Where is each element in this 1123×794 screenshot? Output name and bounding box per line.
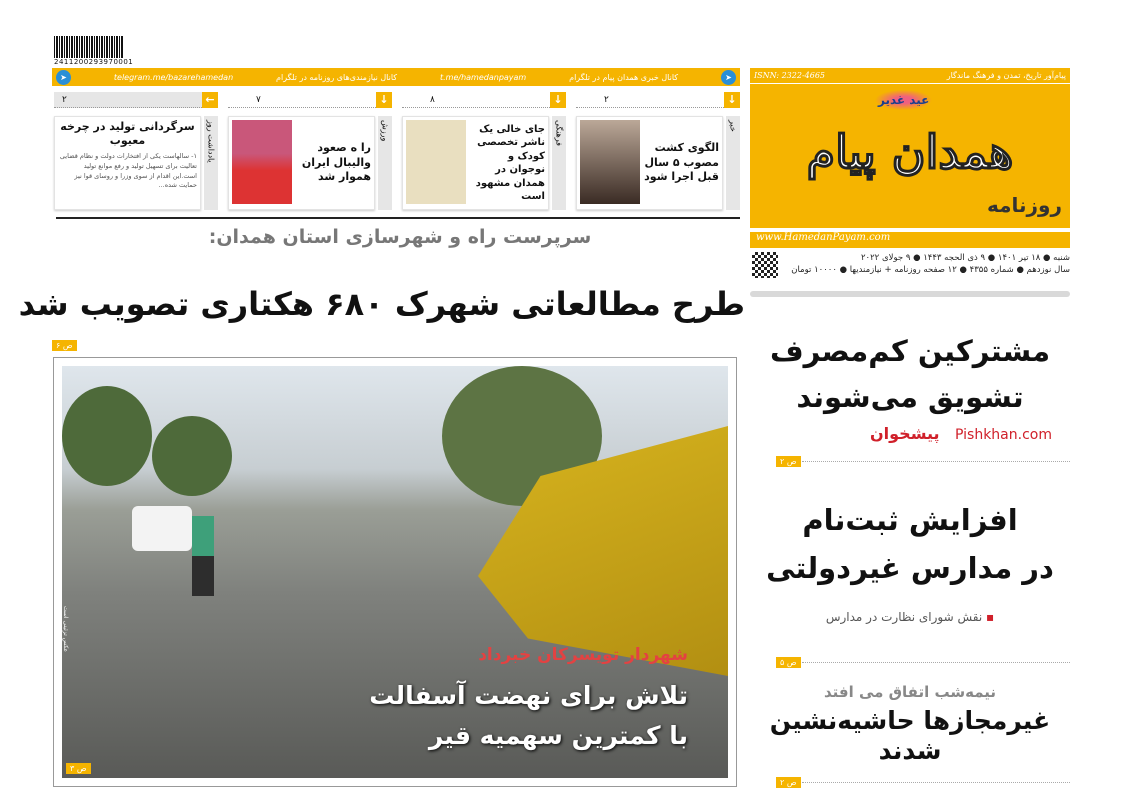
teaser-photo xyxy=(232,120,292,204)
barcode-number: 2411200293970001 xyxy=(54,58,134,66)
page-tag: ۲ ص xyxy=(776,456,801,467)
masthead xyxy=(750,68,1070,228)
car xyxy=(132,506,192,551)
story-lead-text: نقش شورای نظارت در مدارس xyxy=(825,610,983,624)
watermark-url: Pishkhan.com xyxy=(955,427,1052,443)
watermark-logo: پیشخوان xyxy=(870,424,940,443)
date-line: شنبه ● ۱۸ تیر ۱۴۰۱ ● ۹ ذی الحجه ۱۴۴۳ ● ۹ جولای ۲۰۲۲ xyxy=(860,253,1070,263)
teaser-culture[interactable] xyxy=(402,92,566,212)
teaser-editorial[interactable] xyxy=(54,92,218,212)
teaser-title: الگوی کشت مصوب ۵ سال قبل اجرا شود xyxy=(644,140,719,184)
main-photo xyxy=(62,366,728,778)
story-title: تشویق می‌شوند xyxy=(796,380,1024,414)
arrow-down-icon: ↓ xyxy=(376,92,392,108)
teaser-page: ۲ xyxy=(604,94,609,105)
teaser-illustration xyxy=(406,120,466,204)
telegram-icon: ➤ xyxy=(721,70,736,85)
headline[interactable]: طرح مطالعاتی شهرک ۶۸۰ هکتاری تصویب شد xyxy=(18,285,745,323)
photo-title-line: تلاش برای نهضت آسفالت xyxy=(369,681,688,710)
arrow-down-icon: ↓ xyxy=(724,92,740,108)
page-tag: ۳ ص xyxy=(66,763,91,774)
story-title: مشترکین کم‌مصرف xyxy=(769,334,1051,368)
telegram-left-label: کانال نیازمندی‌های روزنامه در تلگرام xyxy=(276,72,398,82)
subheadline: سرپرست راه و شهرسازی استان همدان: xyxy=(208,226,592,248)
section-label: خبر xyxy=(726,116,740,210)
person xyxy=(192,516,214,596)
photo-title[interactable] xyxy=(369,676,688,756)
photo-kicker: شهردار تویسرکان خبرداد xyxy=(478,645,688,665)
teaser-sport[interactable] xyxy=(228,92,392,212)
arrow-left-icon: ← xyxy=(202,92,218,108)
telegram-left-link[interactable]: telegram.me/bazarehamedan xyxy=(113,72,234,82)
teaser-page: ۷ xyxy=(256,94,261,105)
teaser-news[interactable] xyxy=(576,92,740,212)
teaser-page: ۸ xyxy=(430,94,435,105)
story-kicker: نیمه‌شب اتفاق می افتد xyxy=(823,683,997,701)
holiday-emblem: عید غدیر xyxy=(870,88,937,112)
section-label: فرهنگی xyxy=(552,116,566,210)
barcode xyxy=(54,36,124,58)
qr-code xyxy=(752,252,778,278)
telegram-bar xyxy=(52,68,740,86)
telegram-icon: ➤ xyxy=(56,70,71,85)
newspaper-prefix: روزنامه xyxy=(987,193,1062,217)
story-schools[interactable] xyxy=(750,496,1070,592)
story-title: افزایش ثبت‌نام xyxy=(802,503,1018,537)
page-tag: ۲ ص xyxy=(776,777,801,788)
issue-info xyxy=(782,252,1070,276)
story-subscribers[interactable] xyxy=(750,328,1070,420)
telegram-right-label: کانال خبری همدان پیام در تلگرام xyxy=(569,72,679,82)
story-title[interactable]: غیرمجازها حاشیه‌نشین شدند xyxy=(769,706,1051,765)
tagline: پیام‌آور تاریخ، تمدن و فرهنگ ماندگار xyxy=(946,71,1066,80)
issue-line: سال نوزدهم ● شماره ۴۳۵۵ ● ۱۲ صفحه روزنامه + نیازمندیها ● ۱۰۰۰۰ تومان xyxy=(791,265,1070,275)
section-label: ورزش xyxy=(378,116,392,210)
page-tag: ۵ ص xyxy=(776,657,801,668)
section-label: یادداشت روز xyxy=(204,116,218,210)
teaser-title: را ه صعود والیبال ایران هموار شد xyxy=(301,140,371,184)
divider xyxy=(750,291,1070,297)
divider xyxy=(802,662,1070,663)
divider xyxy=(802,782,1070,783)
photo-credit: عکس تزئینی است xyxy=(62,606,69,653)
arrow-down-icon: ↓ xyxy=(550,92,566,108)
teaser-title: سرگردانی تولید در چرخه معیوب xyxy=(60,120,195,147)
website[interactable]: www.HamedanPayam.com xyxy=(750,232,1070,248)
photo-title-line: با کمترین سهمیه قیر xyxy=(428,721,688,750)
telegram-right-link[interactable]: t.me/hamedanpayam xyxy=(439,72,527,82)
teaser-title: جای خالی یک ناشر تخصصی کودک و نوجوان در همدان مشهود است xyxy=(475,123,545,202)
teaser-page: ۲ xyxy=(62,94,67,105)
divider xyxy=(56,217,740,219)
teaser-photo xyxy=(580,120,640,204)
newspaper-name: همدان پیام xyxy=(806,125,1014,179)
story-lead: ▪ نقش شورای نظارت در مدارس xyxy=(825,610,995,624)
story-title: در مدارس غیردولتی xyxy=(766,551,1054,585)
page-tag: ۶ ص xyxy=(52,340,77,351)
main-photo-frame xyxy=(53,357,737,787)
divider xyxy=(802,461,1070,462)
teaser-body: ۱- سالهاست یکی از افتخارات دولت و نظام قضایی تعالیت برای تسهیل تولید و رفع موانع تولید است.این اقدام از سوی وزرا و روسای قوا نیز حمایت شده... xyxy=(59,152,197,190)
issn: ISNN: 2322-4665 xyxy=(754,71,826,80)
